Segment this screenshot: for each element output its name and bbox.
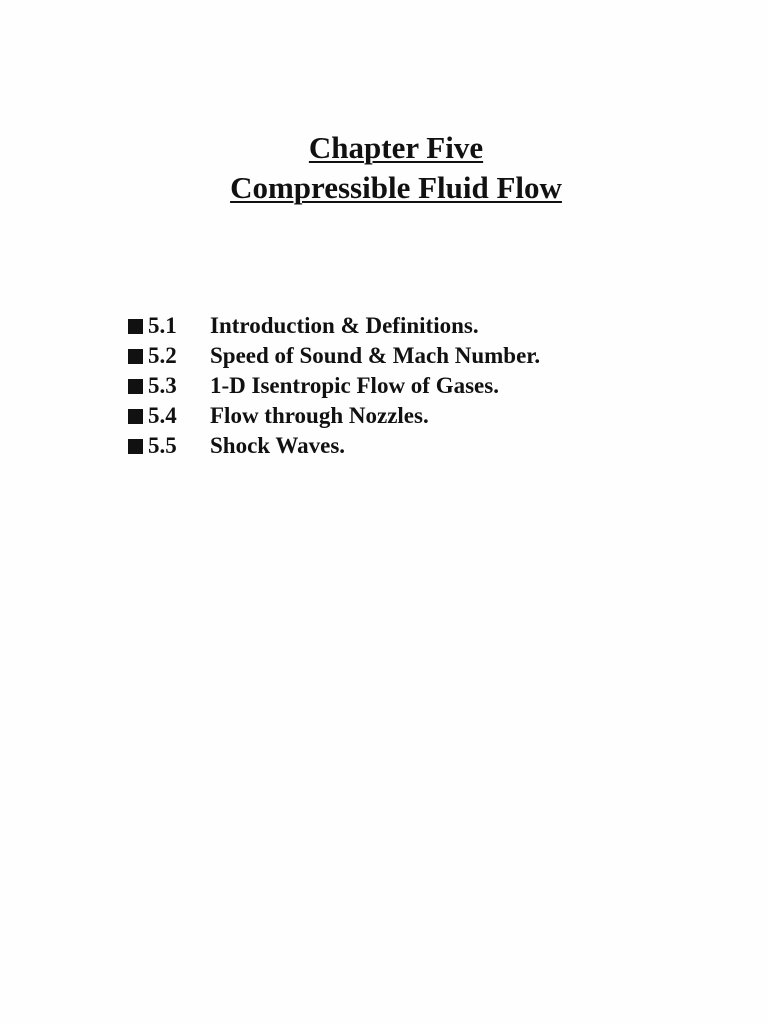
square-bullet-icon	[128, 319, 143, 334]
square-bullet-icon	[128, 379, 143, 394]
toc-number: 5.3	[148, 373, 177, 398]
table-of-contents	[128, 311, 648, 461]
toc-title: Shock Waves.	[210, 433, 346, 458]
toc-number: 5.2	[148, 343, 177, 368]
toc-number: 5.5	[148, 433, 177, 458]
toc-number: 5.1	[148, 313, 177, 338]
toc-number: 5.4	[148, 403, 177, 428]
toc-item-5-2	[128, 341, 648, 371]
toc-item-5-5	[128, 431, 648, 461]
square-bullet-icon	[128, 349, 143, 364]
toc-title: Flow through Nozzles.	[210, 403, 429, 428]
square-bullet-icon	[128, 439, 143, 454]
toc-item-5-3	[128, 371, 648, 401]
chapter-subtitle: Compressible Fluid Flow	[230, 170, 562, 205]
chapter-title: Chapter Five	[308, 130, 484, 165]
chapter-heading	[0, 128, 768, 208]
toc-item-5-4	[128, 401, 648, 431]
toc-title: Speed of Sound & Mach Number.	[210, 343, 541, 368]
toc-title: Introduction & Definitions.	[210, 313, 479, 338]
square-bullet-icon	[128, 409, 143, 424]
toc-title: 1-D Isentropic Flow of Gases.	[210, 373, 499, 398]
toc-item-5-1	[128, 311, 648, 341]
